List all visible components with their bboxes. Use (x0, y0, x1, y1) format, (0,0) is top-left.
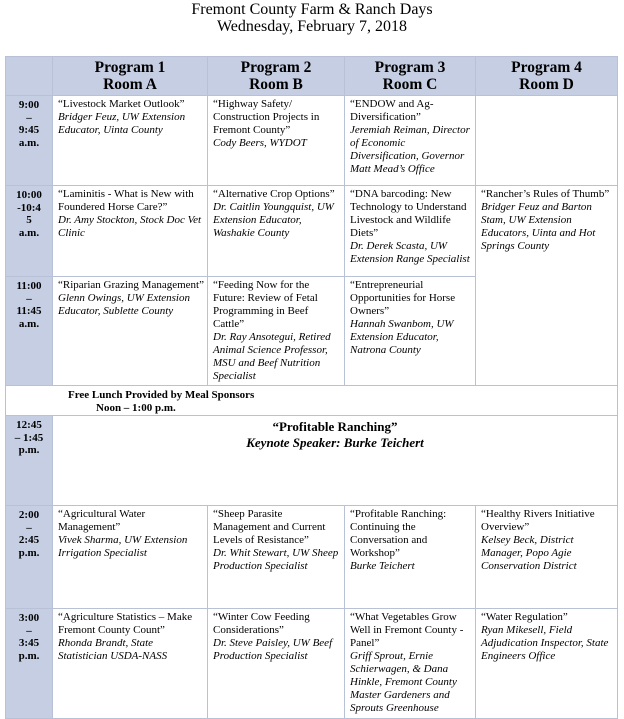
session-speaker: Ryan Mikesell, Field Adjudication Inspector, State Engineers Office (481, 624, 609, 662)
page-date: Wednesday, February 7, 2018 (216, 18, 408, 35)
lunch-time: Noon – 1:00 p.m. (96, 402, 176, 414)
session-900-room-b (208, 96, 345, 186)
lunch-banner (6, 386, 618, 416)
session-1100-room-a (53, 277, 208, 386)
session-title: “ENDOW and Ag-Diversification” (350, 98, 434, 123)
session-title: “Entrepreneurial Opportunities for Horse Owners” (350, 279, 456, 317)
time-slot-1245: 12:45 – 1:45 p.m. (6, 416, 53, 506)
session-speaker: Dr. Ray Ansotegui, Retired Animal Science Professor, MSU and Beef Nutrition Specialist (213, 331, 331, 382)
session-300-room-b (208, 609, 345, 719)
schedule-table (5, 56, 618, 719)
lunch-row (6, 386, 618, 416)
lunch-label: Free Lunch Provided by Meal Sponsors (68, 389, 255, 401)
time-slot-1000: 10:00 -10:4 5 a.m. (6, 186, 53, 277)
session-title: “Agriculture Statistics – Make Fremont County Count” (58, 611, 193, 636)
session-speaker: Rhonda Brandt, State Statistician USDA-NASS (58, 637, 168, 662)
session-1100-room-b (208, 277, 345, 386)
session-title: “Highway Safety/ Construction Projects in Fremont County” (213, 98, 320, 136)
session-1000-room-a (53, 186, 208, 277)
session-speaker: Glenn Owings, UW Extension Educator, Sublette County (58, 292, 190, 317)
page-title: Fremont County Farm & Ranch Days (191, 1, 433, 18)
time-header (6, 57, 53, 96)
schedule-row-900 (6, 96, 618, 186)
session-title: “Water Regulation” (481, 611, 568, 623)
session-title: “Alternative Crop Options” (213, 188, 335, 200)
session-200-room-c (345, 506, 476, 609)
session-300-room-a (53, 609, 208, 719)
session-900-room-c (345, 96, 476, 186)
session-1000-room-d (476, 186, 618, 386)
session-speaker: Jeremiah Reiman, Director of Economic Diversification, Governor Matt Mead’s Office (350, 124, 470, 175)
session-speaker: Dr. Caitlin Youngquist, UW Extension Educator, Washakie County (213, 201, 334, 239)
time-slot-900: 9:00 – 9:45 a.m. (6, 96, 53, 186)
session-title: “Rancher’s Rules of Thumb” (481, 188, 610, 200)
time-slot-300: 3:00 – 3:45 p.m. (6, 609, 53, 719)
session-900-room-a (53, 96, 208, 186)
session-speaker: Burke Teichert (350, 560, 415, 572)
session-300-room-c (345, 609, 476, 719)
session-title: “Riparian Grazing Management” (58, 279, 204, 291)
session-speaker: Cody Beers, WYDOT (213, 137, 307, 149)
session-200-room-a (53, 506, 208, 609)
schedule-row-200 (6, 506, 618, 609)
time-slot-200: 2:00 – 2:45 p.m. (6, 506, 53, 609)
session-speaker: Hannah Swanbom, UW Extension Educator, Natrona County (350, 318, 454, 356)
program-4-header: Program 4 Room D (476, 57, 618, 96)
session-1000-room-c (345, 186, 476, 277)
keynote-session (53, 416, 618, 506)
session-title: “DNA barcoding: New Technology to Understand Livestock and Wildlife Diets” (350, 188, 467, 239)
header-row (6, 57, 618, 96)
session-speaker: Bridger Feuz and Barton Stam, UW Extension Educators, Uinta and Hot Springs County (481, 201, 596, 252)
keynote-title: “Profitable Ranching” (272, 419, 398, 434)
session-title: “Feeding Now for the Future: Review of Fetal Programming in Beef Cattle” (213, 279, 318, 330)
schedule-row-1000 (6, 186, 618, 277)
program-2-header: Program 2 Room B (208, 57, 345, 96)
session-speaker: Griff Sprout, Ernie Schierwagen, & Dana Hinkle, Fremont County Master Gardeners and Sprouts Greenhouse (350, 650, 457, 714)
keynote-row (6, 416, 618, 506)
time-slot-1100: 11:00 – 11:45 a.m. (6, 277, 53, 386)
schedule-row-300 (6, 609, 618, 719)
session-title: “What Vegetables Grow Well in Fremont County - Panel” (350, 611, 464, 649)
session-1000-room-b (208, 186, 345, 277)
session-speaker: Dr. Amy Stockton, Stock Doc Vet Clinic (58, 214, 202, 239)
session-speaker: Dr. Whit Stewart, UW Sheep Production Specialist (213, 547, 339, 572)
session-200-room-d (476, 506, 618, 609)
program-1-header: Program 1 Room A (53, 57, 208, 96)
session-title: “Profitable Ranching: Continuing the Conversation and Workshop” (350, 508, 447, 559)
session-1100-room-c (345, 277, 476, 386)
session-speaker: Vivek Sharma, UW Extension Irrigation Specialist (58, 534, 188, 559)
session-300-room-d (476, 609, 618, 719)
session-title: “Healthy Rivers Initiative Overview” (481, 508, 595, 533)
session-speaker: Dr. Derek Scasta, UW Extension Range Specialist (350, 240, 470, 265)
keynote-speaker: Keynote Speaker: Burke Teichert (246, 435, 424, 450)
session-title: “Winter Cow Feeding Considerations” (213, 611, 310, 636)
program-3-header: Program 3 Room C (345, 57, 476, 96)
session-speaker: Kelsey Beck, District Manager, Popo Agie Conservation District (481, 534, 577, 572)
session-title: “Laminitis - What is New with Foundered Horse Care?” (58, 188, 194, 213)
session-title: “Sheep Parasite Management and Current Levels of Resistance” (213, 508, 326, 546)
session-speaker: Bridger Feuz, UW Extension Educator, Uinta County (58, 111, 186, 136)
session-200-room-b (208, 506, 345, 609)
session-title: “Livestock Market Outlook” (58, 98, 185, 110)
session-title: “Agricultural Water Management” (58, 508, 146, 533)
session-900-room-d (476, 96, 618, 186)
session-speaker: Dr. Steve Paisley, UW Beef Production Specialist (213, 637, 333, 662)
